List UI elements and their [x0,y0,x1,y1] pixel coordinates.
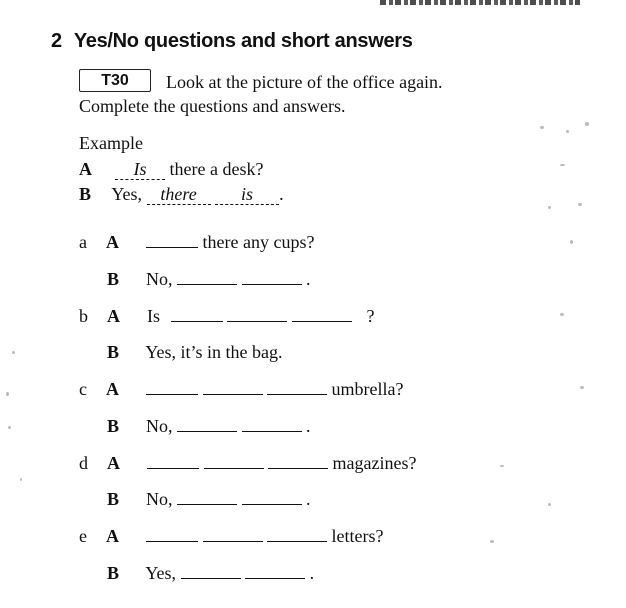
item-letter: b [79,306,88,326]
answer-text: Yes, it’s in the bag. [145,342,283,362]
instruction-line-1: Look at the picture of the office again. [166,72,443,92]
exercise-answer-d [107,489,311,509]
exercise-question-b [79,306,375,326]
answer-end: . [306,416,311,436]
answer-blank[interactable] [203,379,263,395]
speaker-b-label: B [107,563,120,583]
question-text: letters? [331,526,384,546]
answer-end: . [306,269,311,289]
answer-end: . [309,563,315,583]
answer-blank[interactable] [242,269,302,285]
answer-blank[interactable] [267,379,327,395]
example-answer-end: . [279,184,284,204]
section-title-text: Yes/No questions and short answers [73,30,413,52]
example-answer-line [79,184,284,205]
example-question-text: there a desk? [169,159,264,179]
exercise-question-c [79,379,403,399]
example-heading: Example [79,133,143,153]
speaker-a-label: A [107,306,120,326]
answer-blank[interactable] [181,563,241,579]
answer-blank[interactable] [227,306,287,322]
answer-blank[interactable] [245,563,305,579]
answer-blank[interactable] [242,416,302,432]
answer-text: Yes, [145,563,177,583]
question-text: magazines? [332,453,417,473]
item-letter: e [79,526,87,546]
answer-text: No, [146,416,173,436]
answer-blank[interactable] [177,416,237,432]
example-question-line [79,159,263,180]
speaker-a-label: A [79,159,92,179]
audio-track-badge[interactable]: T30 [79,69,151,92]
instruction-line-2: Complete the questions and answers. [79,96,346,116]
answer-blank[interactable] [146,232,198,248]
answer-blank[interactable] [146,526,198,542]
speaker-a-label: A [106,232,119,252]
question-prefix: Is [147,306,160,326]
top-scan-edge [0,0,626,6]
item-letter: d [79,453,88,473]
section-number: 2 [51,30,62,52]
exercise-answer-e [107,563,314,583]
example-answer-blank: Is [115,159,165,180]
exercise-answer-c [107,416,311,436]
exercise-question-e [79,526,383,546]
answer-blank[interactable] [146,379,198,395]
speaker-b-label: B [107,342,120,362]
speaker-a-label: A [107,453,120,473]
answer-blank[interactable] [177,269,237,285]
answer-blank[interactable] [267,526,327,542]
speaker-a-label: A [106,379,119,399]
speaker-a-label: A [106,526,119,546]
answer-blank[interactable] [147,453,199,469]
answer-blank[interactable] [204,453,264,469]
exercise-answer-a [107,269,311,289]
speaker-b-label: B [79,184,92,204]
exercise-answer-b [107,342,283,362]
question-text: umbrella? [331,379,404,399]
question-text: ? [366,306,375,326]
answer-blank[interactable] [268,453,328,469]
answer-blank[interactable] [292,306,352,322]
speaker-b-label: B [107,416,120,436]
answer-end: . [306,489,311,509]
answer-blank[interactable] [203,526,263,542]
item-letter: a [79,232,87,252]
section-title [51,30,413,53]
answer-blank[interactable] [242,489,302,505]
answer-blank[interactable] [171,306,223,322]
answer-text: No, [146,489,173,509]
question-text: there any cups? [202,232,315,252]
example-answer-start: Yes, [111,184,143,204]
example-answer-blank: is [215,184,279,205]
example-answer-blank: there [147,184,211,205]
answer-text: No, [146,269,173,289]
exercise-question-a [79,232,314,252]
speaker-b-label: B [107,489,120,509]
answer-blank[interactable] [177,489,237,505]
speaker-b-label: B [107,269,120,289]
item-letter: c [79,379,87,399]
exercise-question-d [79,453,416,473]
